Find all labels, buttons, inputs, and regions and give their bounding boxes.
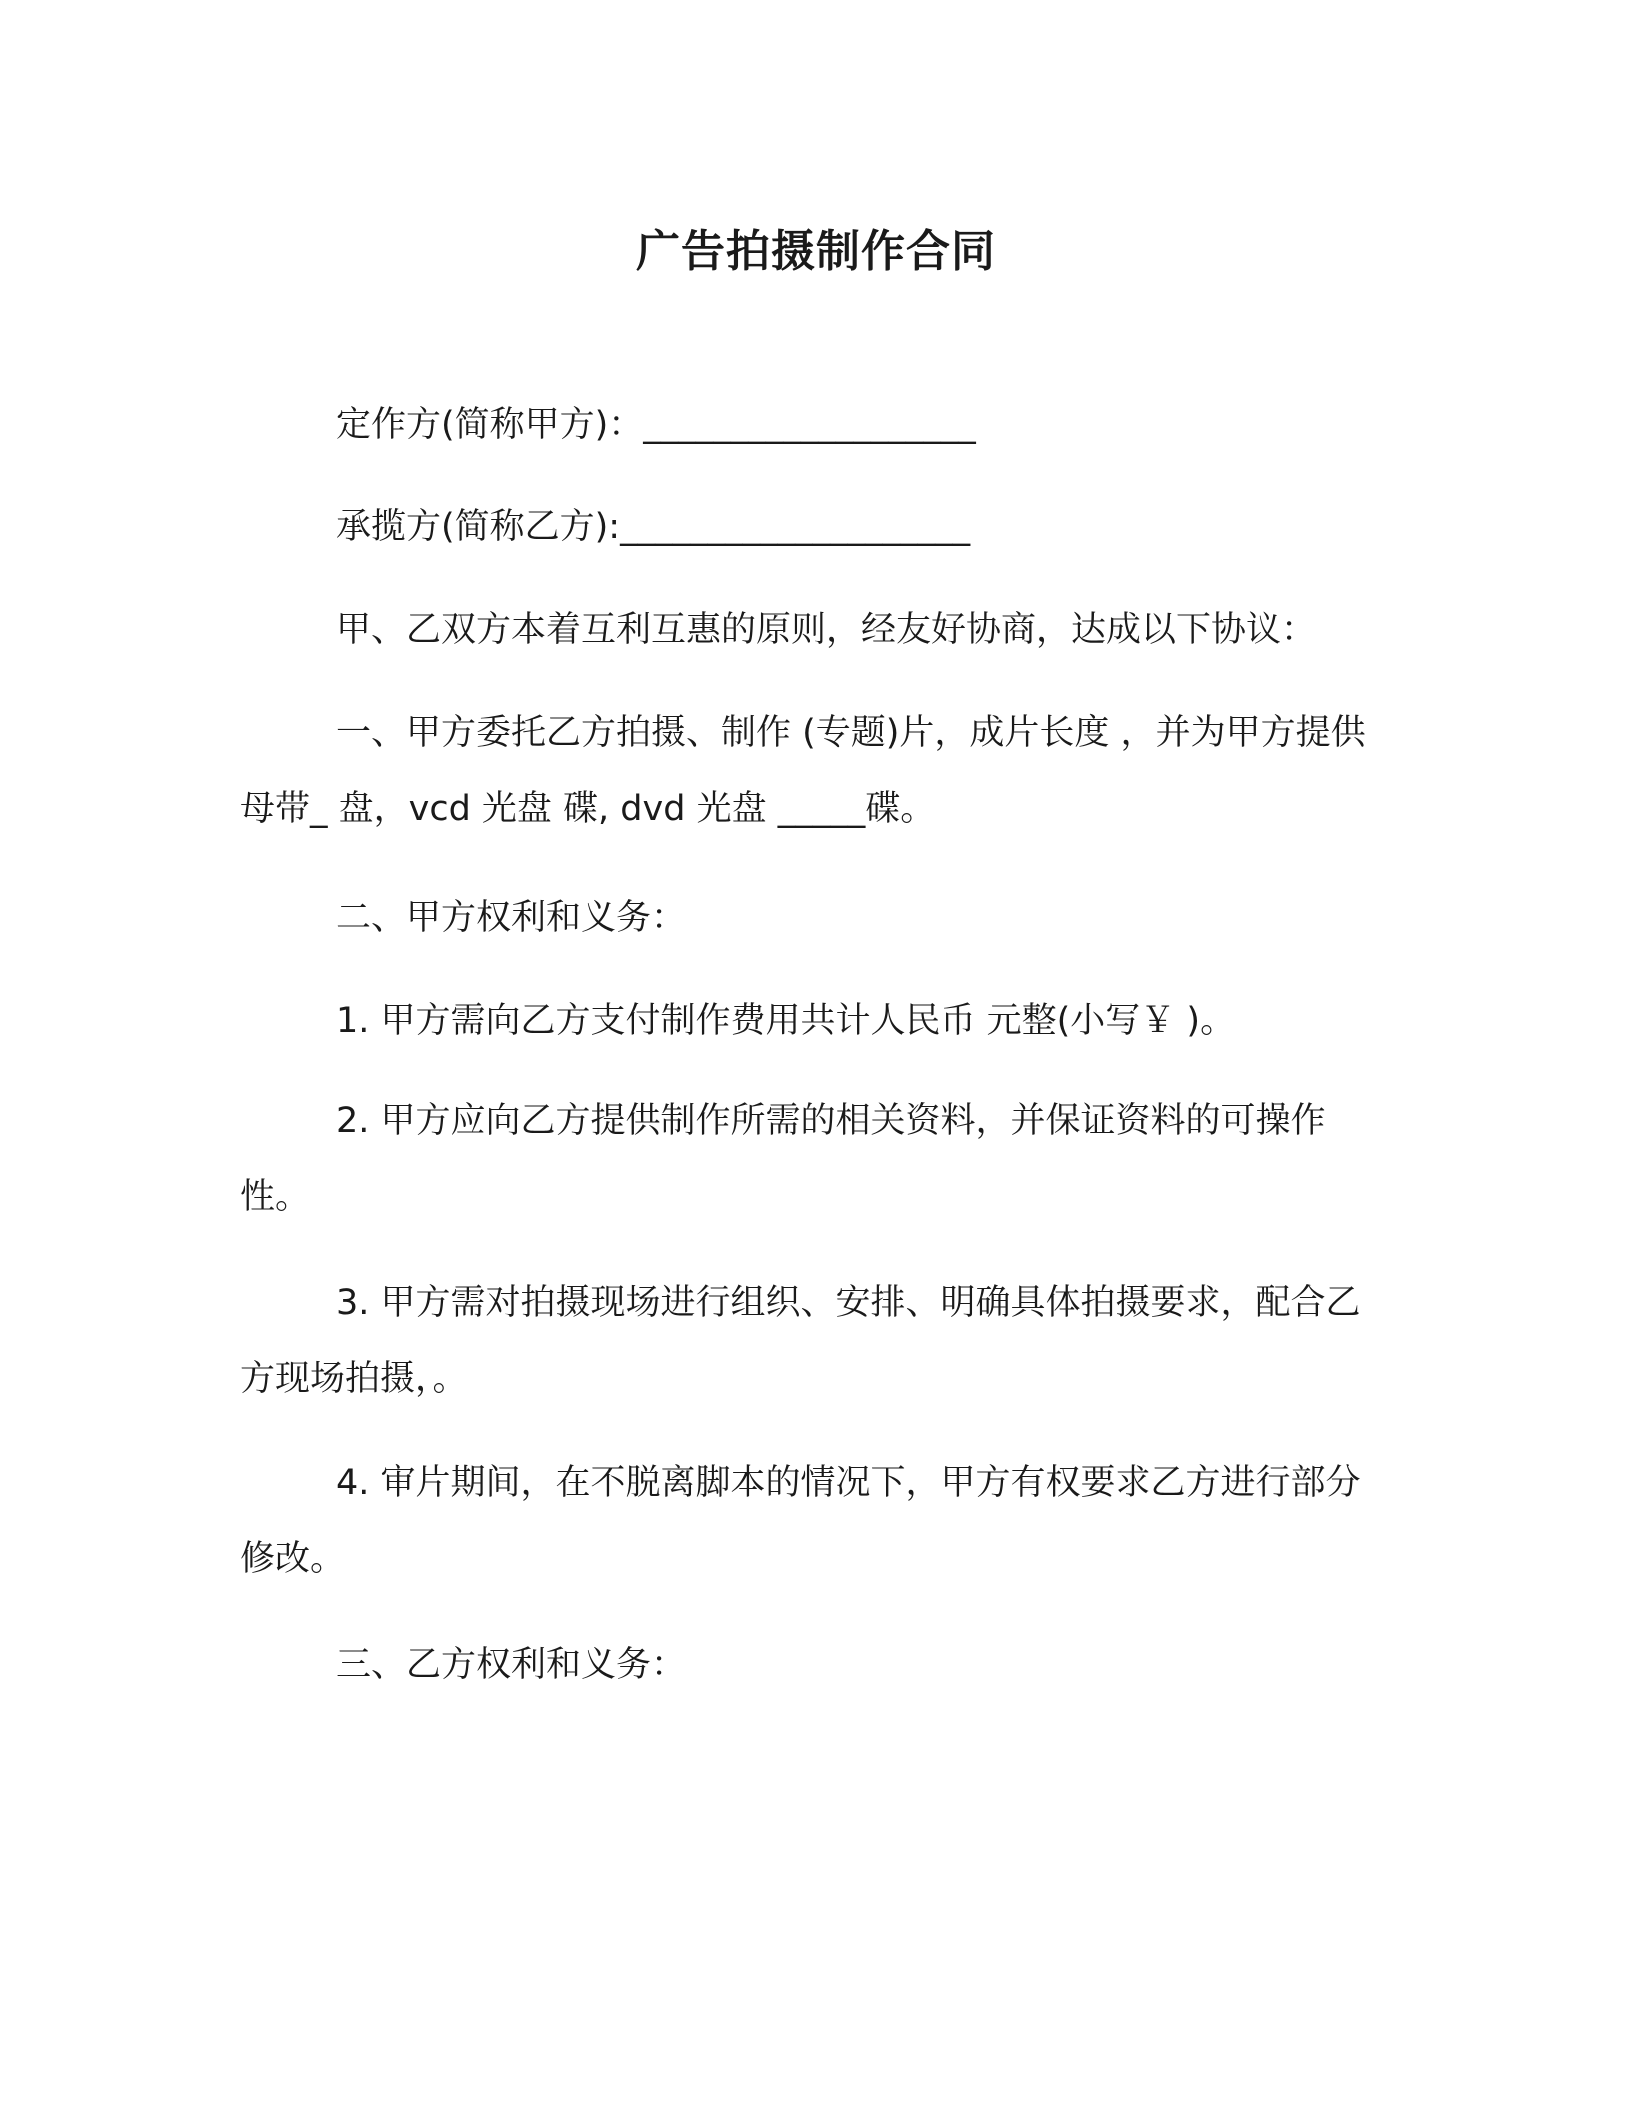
clause-2-1-paragraph: 1. 甲方需向乙方支付制作费用共计人民币 元整(小写￥ )。 (336, 1001, 1236, 1041)
clause-1-paragraph: 一、甲方委托乙方拍摄、制作 (专题)片，成片长度 ，并为甲方提供母带_ 盘，vcd 光盘 碟, dvd 光盘 _____碟。 (240, 713, 1366, 829)
section-2-heading: 二、甲方权利和义务： (336, 898, 687, 938)
clause-2-2-paragraph: 2. 甲方应向乙方提供制作所需的相关资料，并保证资料的可操作性。 (240, 1101, 1326, 1217)
clause-2-3-paragraph: 3. 甲方需对拍摄现场进行组织、安排、明确具体拍摄要求，配合乙方现场拍摄，。 (240, 1283, 1361, 1399)
party-a-line: 定作方(简称甲方)：___________________ (336, 405, 976, 445)
party-b-line: 承揽方(简称乙方):____________________ (336, 507, 971, 547)
section-3-heading: 三、乙方权利和义务： (336, 1645, 687, 1685)
clause-2-4-paragraph: 4. 审片期间，在不脱离脚本的情况下，甲方有权要求乙方进行部分修改。 (240, 1463, 1361, 1579)
preamble-paragraph: 甲、乙双方本着互利互惠的原则，经友好协商，达成以下协议： (336, 610, 1317, 650)
document-title: 广告拍摄制作合同 (636, 226, 996, 277)
